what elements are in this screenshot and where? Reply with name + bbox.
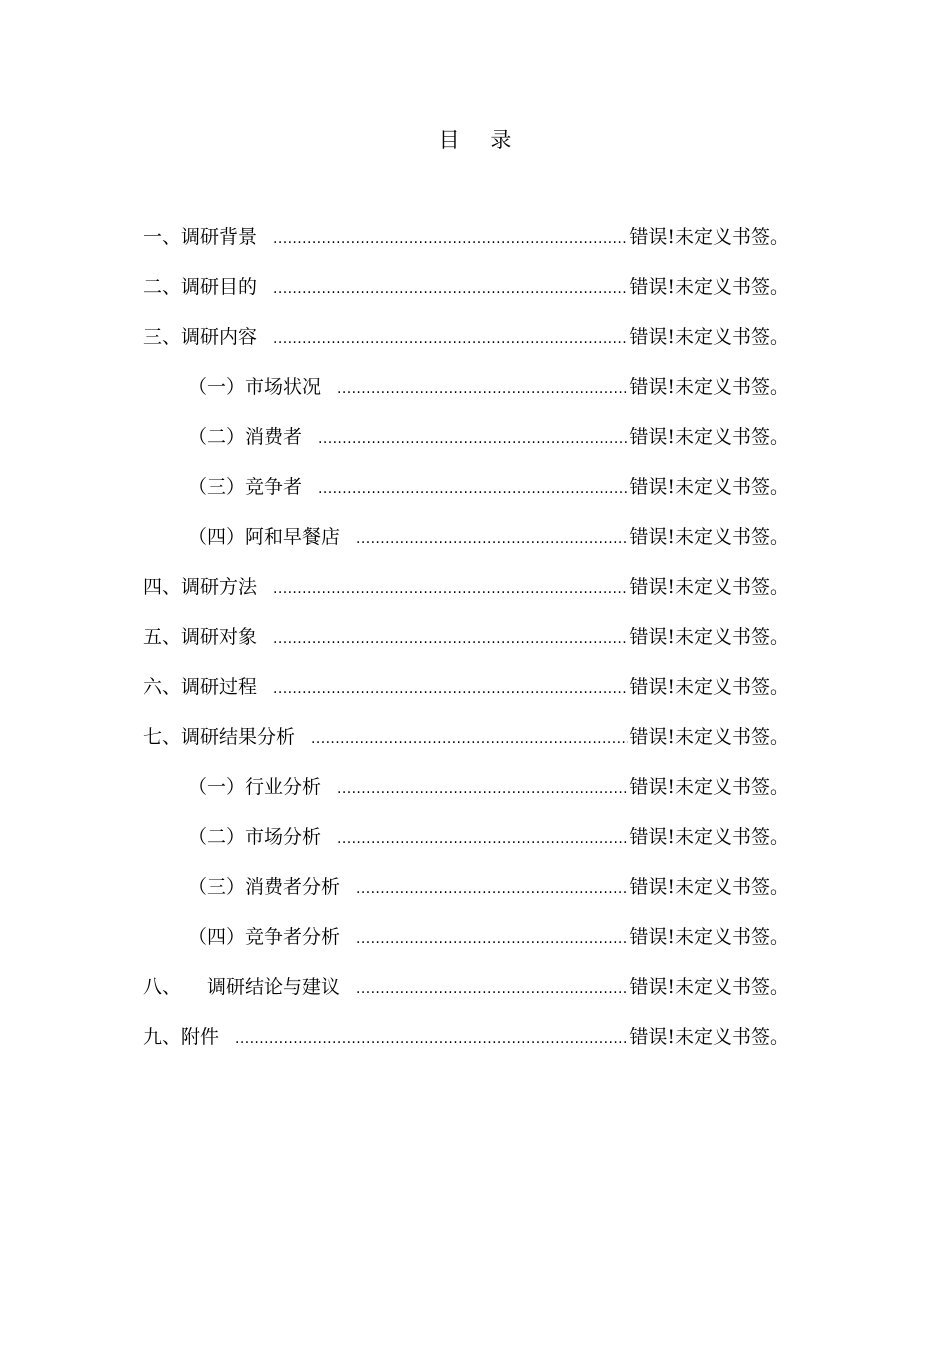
table-of-contents — [143, 222, 789, 1072]
toc-page-ref: 错误!未定义书签。 — [629, 1026, 789, 1048]
toc-leader-dots — [273, 281, 628, 297]
toc-leader-dots — [318, 481, 628, 497]
toc-page-ref: 错误!未定义书签。 — [629, 776, 789, 798]
toc-leader-dots — [273, 581, 628, 597]
toc-entry-label: （四）竞争者分析 — [188, 926, 341, 948]
toc-entry-label: （三）消费者分析 — [188, 876, 341, 898]
toc-subentry-competitors[interactable] — [143, 472, 789, 522]
toc-page-ref: 错误!未定义书签。 — [629, 876, 789, 898]
toc-leader-dots — [356, 981, 628, 997]
toc-leader-dots — [356, 531, 628, 547]
toc-entry-background[interactable] — [143, 222, 789, 272]
toc-page-ref: 错误!未定义书签。 — [629, 676, 789, 698]
toc-entry-number: 八、 — [143, 976, 182, 998]
toc-leader-dots — [311, 731, 628, 747]
toc-entry-content[interactable] — [143, 322, 789, 372]
toc-leader-dots — [337, 781, 628, 797]
page-title: 目 录 — [438, 128, 524, 152]
toc-page-ref: 错误!未定义书签。 — [629, 326, 789, 348]
toc-page-ref: 错误!未定义书签。 — [629, 926, 789, 948]
toc-entry-label: 六、调研过程 — [143, 676, 258, 698]
toc-entry-label: （四）阿和早餐店 — [188, 526, 341, 548]
toc-entry-process[interactable] — [143, 672, 789, 722]
toc-entry-label: 五、调研对象 — [143, 626, 258, 648]
toc-entry-label: （一）市场状况 — [188, 376, 322, 398]
toc-page-ref: 错误!未定义书签。 — [629, 476, 789, 498]
toc-page-ref: 错误!未定义书签。 — [629, 226, 789, 248]
toc-entry-results[interactable] — [143, 722, 789, 772]
toc-entry-method[interactable] — [143, 572, 789, 622]
toc-page-ref: 错误!未定义书签。 — [629, 626, 789, 648]
toc-subentry-consumer-analysis[interactable] — [143, 872, 789, 922]
toc-leader-dots — [273, 231, 628, 247]
toc-subentry-industry-analysis[interactable] — [143, 772, 789, 822]
toc-page-ref: 错误!未定义书签。 — [629, 376, 789, 398]
toc-page-ref: 错误!未定义书签。 — [629, 826, 789, 848]
toc-entry-text: 调研结论与建议 — [207, 976, 341, 998]
toc-leader-dots — [235, 1031, 628, 1047]
toc-entry-label: 四、调研方法 — [143, 576, 258, 598]
toc-entry-label: （二）市场分析 — [188, 826, 322, 848]
toc-subentry-market-analysis[interactable] — [143, 822, 789, 872]
toc-leader-dots — [337, 381, 628, 397]
toc-leader-dots — [273, 631, 628, 647]
toc-entry-label: （三）竞争者 — [188, 476, 303, 498]
toc-page-ref: 错误!未定义书签。 — [629, 726, 789, 748]
toc-leader-dots — [273, 331, 628, 347]
toc-leader-dots — [318, 431, 628, 447]
toc-entry-label: 七、调研结果分析 — [143, 726, 296, 748]
toc-entry-label: 一、调研背景 — [143, 226, 258, 248]
toc-entry-conclusions[interactable] — [143, 972, 789, 1022]
toc-leader-dots — [337, 831, 628, 847]
toc-entry-label: 二、调研目的 — [143, 276, 258, 298]
toc-entry-label: （二）消费者 — [188, 426, 303, 448]
toc-entry-subjects[interactable] — [143, 622, 789, 672]
toc-entry-label: 三、调研内容 — [143, 326, 258, 348]
toc-subentry-competitor-analysis[interactable] — [143, 922, 789, 972]
toc-page-ref: 错误!未定义书签。 — [629, 276, 789, 298]
toc-subentry-consumers[interactable] — [143, 422, 789, 472]
toc-page-ref: 错误!未定义书签。 — [629, 976, 789, 998]
toc-subentry-breakfast-shop[interactable] — [143, 522, 789, 572]
toc-entry-label — [143, 972, 356, 999]
toc-page-ref: 错误!未定义书签。 — [629, 576, 789, 598]
toc-page-ref: 错误!未定义书签。 — [629, 426, 789, 448]
toc-page-ref: 错误!未定义书签。 — [629, 526, 789, 548]
toc-entry-label: （一）行业分析 — [188, 776, 322, 798]
toc-leader-dots — [273, 681, 628, 697]
toc-leader-dots — [356, 931, 628, 947]
toc-subentry-market-status[interactable] — [143, 372, 789, 422]
toc-entry-appendix[interactable] — [143, 1022, 789, 1072]
toc-entry-label: 九、附件 — [143, 1026, 220, 1048]
toc-leader-dots — [356, 881, 628, 897]
toc-entry-purpose[interactable] — [143, 272, 789, 322]
